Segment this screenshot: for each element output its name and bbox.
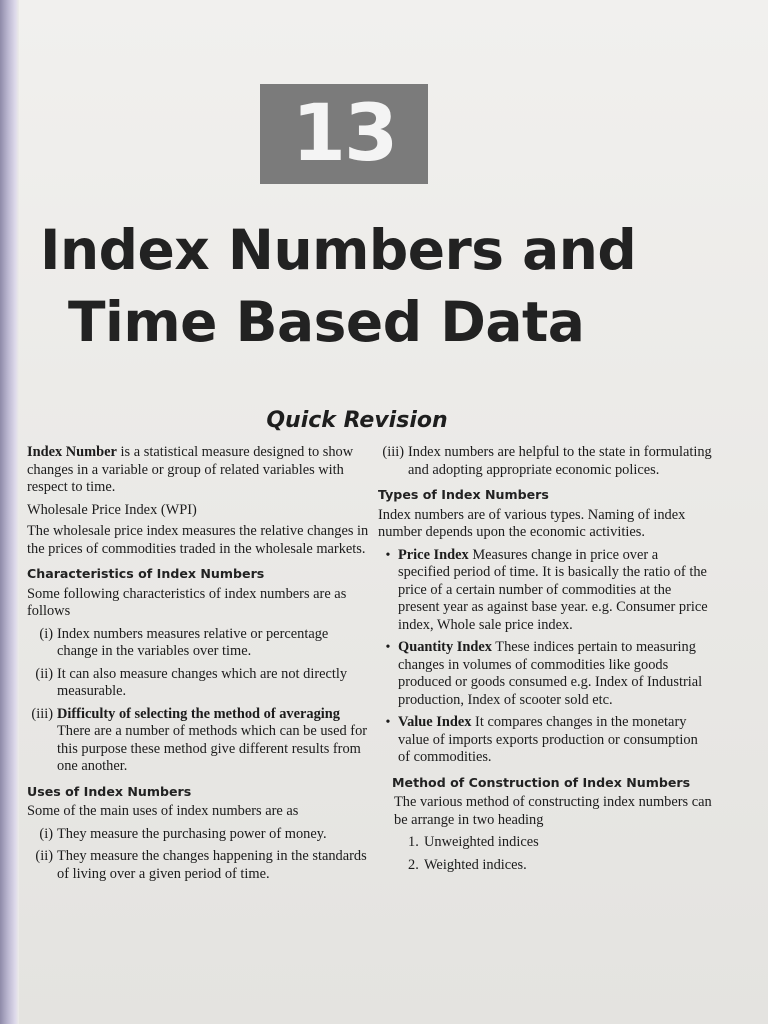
chapter-title xyxy=(40,214,740,358)
list-item: (i) They measure the purchasing power of money. xyxy=(39,825,327,842)
types-intro: Index numbers are of various types. Naming of index number depends upon the economic activities. xyxy=(378,506,686,540)
list-item: (i) Index numbers measures relative or percentage change in the variables over time. xyxy=(39,625,329,659)
list-item: (iii) Difficulty of selecting the method of averaging There are a number of methods which can be used for this purpose these method give different results from one another. xyxy=(31,705,368,774)
bullet-icon: • xyxy=(385,640,391,655)
chapter-number: 13 xyxy=(291,89,397,179)
left-column xyxy=(27,444,372,888)
chapter-title-line-2: Time Based Data xyxy=(68,290,585,354)
chapter-title-line-1: Index Numbers and xyxy=(40,218,637,282)
chapter-number-box xyxy=(260,84,428,184)
index-number-term: Index Number xyxy=(27,444,117,460)
list-item: (iii) Index numbers are helpful to the state in formulating and adopting appropriate economic polices. xyxy=(382,444,712,478)
method-intro: The various method of constructing index numbers can be arrange in two heading xyxy=(394,794,712,828)
uses-intro: Some of the main uses of index numbers are as xyxy=(27,803,299,819)
bullet-icon: • xyxy=(385,547,391,563)
uses-heading: Uses of Index Numbers xyxy=(27,783,192,799)
list-item: • Value Index It compares changes in the monetary value of imports exports production or consumption of commodities. xyxy=(378,714,713,767)
list-item: (ii) It can also measure changes which are not directly measurable. xyxy=(35,665,348,699)
list-item: • Quantity Index These indices pertain to measuring changes in volumes of commodities like goods produced or goods consumed e.g. Index of Industrial production, Index of scooter sold etc. xyxy=(378,639,713,709)
wpi-heading: Wholesale Price Index (WPI) xyxy=(27,501,197,518)
method-heading: Method of Construction of Index Numbers xyxy=(392,774,691,790)
characteristics-intro: Some following characteristics of index numbers are as follows xyxy=(27,585,347,619)
types-heading: Types of Index Numbers xyxy=(378,487,549,502)
index-number-definition: Index Number is a statistical measure designed to show changes in a variable or group of related variables with respect to time. xyxy=(27,444,354,495)
wpi-text: The wholesale price index measures the relative changes in the prices of commodities traded in the wholesale markets. xyxy=(27,523,369,557)
list-item: • Price Index Measures change in price over a specified period of time. It is basically the ratio of the price of a certain number of commodities at the present year as against base year. e.g. Consumer price index, Whole sale price index. xyxy=(378,547,713,635)
right-column xyxy=(378,444,713,879)
quick-revision-heading: Quick Revision xyxy=(266,408,448,433)
list-item: (ii) They measure the changes happening in the standards of living over a given period of time. xyxy=(35,848,367,882)
book-spine-edge xyxy=(0,0,19,1024)
list-item: 2. Weighted indices. xyxy=(408,856,527,873)
characteristics-heading: Characteristics of Index Numbers xyxy=(27,566,265,581)
bullet-icon: • xyxy=(385,715,391,730)
list-item: 1. Unweighted indices xyxy=(408,834,539,850)
